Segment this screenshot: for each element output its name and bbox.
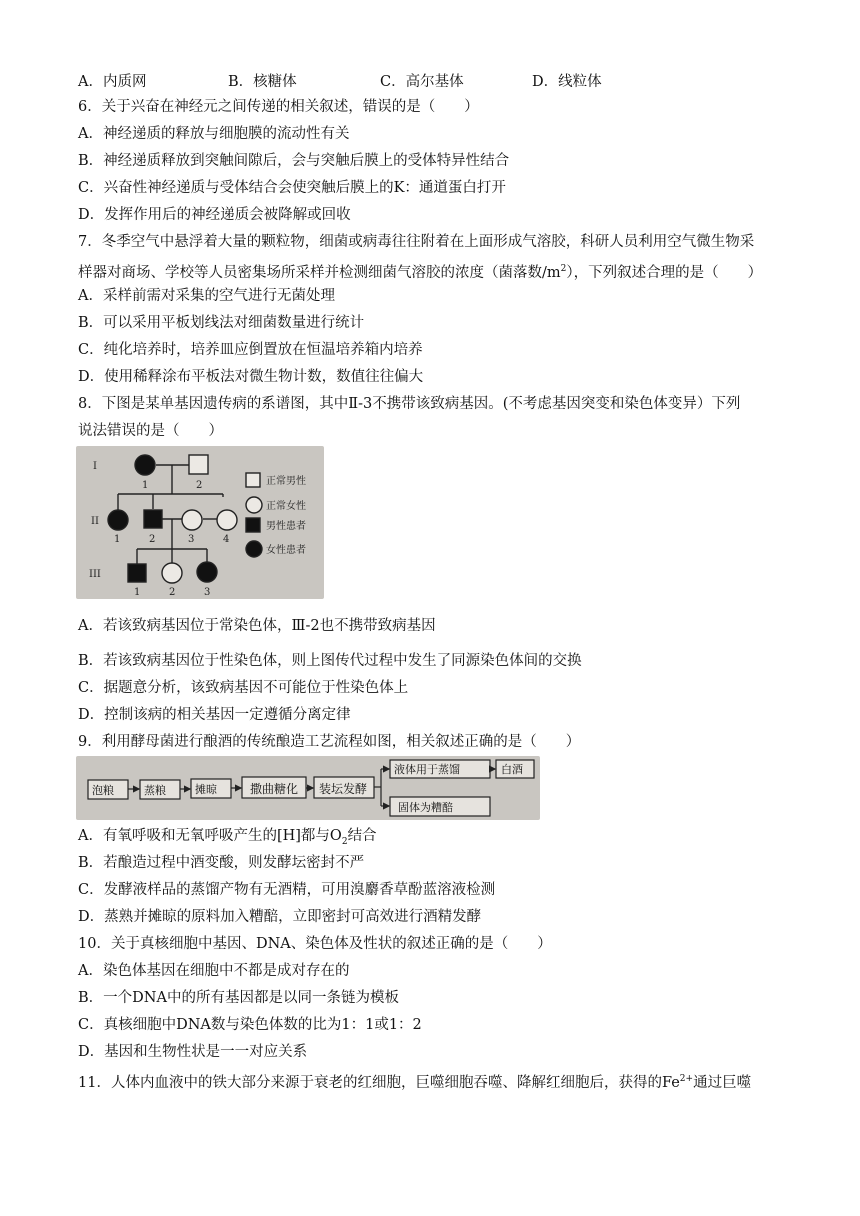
q7-stem-line1: 7．冬季空气中悬浮着大量的颗粒物，细菌或病毒往往附着在上面形成气溶胶，科研人员利用空气微生物采 [78, 234, 755, 250]
svg-text:3: 3 [204, 587, 211, 598]
pedigree-III-2 [162, 563, 182, 583]
q7-stem-line2: 样器对商场、学校等人员密集场所采样并检测细菌气溶胶的浓度（菌落数$/m^2$），下列叙述合理的是（ ） [78, 264, 763, 281]
q8-option-c: C．据题意分析，该致病基因不可能位于性染色体上 [78, 680, 409, 696]
q11-stem: 11．人体内血液中的铁大部分来源于衰老的红细胞，巨噬细胞吞噬、降解红细胞后，获得的$Fe^{2+}$通过巨噬 [78, 1074, 752, 1091]
svg-text:1: 1 [142, 480, 149, 491]
svg-text:1: 1 [114, 534, 121, 545]
svg-text:正常男性: 正常男性 [266, 476, 306, 487]
pedigree-I-1 [135, 455, 155, 475]
q9-option-c: C．发酵液样品的蒸馏产物有无酒精，可用溴麝香草酚蓝溶液检测 [78, 882, 496, 898]
q6-stem: 6．关于兴奋在神经元之间传递的相关叙述，错误的是（ ） [78, 99, 479, 115]
q7-option-c: C．纯化培养时，培养皿应倒置放在恒温培养箱内培养 [78, 342, 423, 358]
q10-stem: 10．关于真核细胞中基因、DNA、染色体及性状的叙述正确的是（ ） [78, 936, 552, 952]
pedigree-II-1 [108, 510, 128, 530]
svg-text:白酒: 白酒 [501, 763, 523, 776]
svg-text:正常女性: 正常女性 [266, 501, 306, 512]
pedigree-III-3 [197, 562, 217, 582]
q6-option-c: C．兴奋性神经递质与受体结合会使突触后膜上的K：通道蛋白打开 [78, 180, 506, 196]
svg-text:3: 3 [188, 534, 195, 545]
svg-text:液体用于蒸馏: 液体用于蒸馏 [394, 763, 460, 776]
pedigree-III-1 [128, 564, 146, 582]
q5-option-c: C．高尔基体 [380, 74, 464, 90]
svg-text:撒曲糖化: 撒曲糖化 [250, 782, 299, 796]
q10-option-a: A．染色体基因在细胞中不都是成对存在的 [78, 963, 350, 979]
svg-text:1: 1 [134, 587, 141, 598]
svg-text:女性患者: 女性患者 [266, 545, 306, 556]
svg-text:2: 2 [196, 480, 203, 491]
q6-option-a: A．神经递质的释放与细胞膜的流动性有关 [78, 126, 350, 142]
svg-text:摊晾: 摊晾 [195, 783, 217, 796]
q8-option-a: A．若该致病基因位于常染色体，Ⅲ-2也不携带致病基因 [78, 618, 436, 634]
q5-option-d: D．线粒体 [532, 74, 602, 90]
svg-text:男性患者: 男性患者 [266, 521, 306, 532]
q8-option-d: D．控制该病的相关基因一定遵循分离定律 [78, 707, 351, 723]
q9-stem: 9．利用酵母菌进行酿酒的传统酿造工艺流程如图，相关叙述正确的是（ ） [78, 734, 581, 750]
brewing-flowchart [76, 756, 540, 820]
svg-text:4: 4 [223, 534, 230, 545]
pedigree-II-4 [217, 510, 237, 530]
q7-option-d: D．使用稀释涂布平板法对微生物计数，数值往往偏大 [78, 369, 424, 385]
q5-option-b: B．核糖体 [228, 74, 297, 90]
svg-text:2: 2 [149, 534, 156, 545]
svg-text:2: 2 [169, 587, 176, 598]
q9-option-b: B．若酿造过程中酒变酸，则发酵坛密封不严 [78, 855, 365, 871]
q10-option-d: D．基因和生物性状是一一对应关系 [78, 1044, 308, 1060]
svg-text:III: III [89, 569, 101, 580]
pedigree-figure [76, 446, 324, 599]
svg-text:固体为糟醅: 固体为糟醅 [398, 801, 453, 814]
q7-option-a: A．采样前需对采集的空气进行无菌处理 [78, 288, 335, 304]
svg-text:II: II [91, 516, 99, 527]
q10-option-c: C．真核细胞中DNA数与染色体数的比为1：1或1：2 [78, 1017, 422, 1033]
q10-option-b: B．一个DNA中的所有基因都是以同一条链为模板 [78, 990, 399, 1006]
q8-option-b: B．若该致病基因位于性染色体，则上图传代过程中发生了同源染色体间的交换 [78, 653, 582, 669]
q9-option-a: A．有氧呼吸和无氧呼吸产生的[H]都与$O_2$结合 [78, 828, 377, 847]
pedigree-I-2 [189, 455, 208, 474]
svg-text:装坛发酵: 装坛发酵 [319, 782, 368, 796]
q9-option-d: D．蒸熟并摊晾的原料加入糟醅，立即密封可高效进行酒精发酵 [78, 909, 482, 925]
pedigree-II-2 [144, 510, 162, 528]
svg-text:泡粮: 泡粮 [92, 784, 114, 797]
q5-option-a: A．内质网 [78, 74, 147, 90]
q8-stem-line2: 说法错误的是（ ） [78, 423, 223, 439]
pedigree-II-3 [182, 510, 202, 530]
q7-option-b: B．可以采用平板划线法对细菌数量进行统计 [78, 315, 365, 331]
q8-stem-line1: 8．下图是某单基因遗传病的系谱图，其中Ⅱ-3不携带该致病基因。(不考虑基因突变和染色体变异）下列 [78, 396, 741, 412]
q6-option-d: D．发挥作用后的神经递质会被降解或回收 [78, 207, 351, 223]
svg-text:蒸粮: 蒸粮 [144, 784, 166, 797]
q6-option-b: B．神经递质释放到突触间隙后，会与突触后膜上的受体特异性结合 [78, 153, 510, 169]
svg-text:I: I [93, 461, 97, 472]
